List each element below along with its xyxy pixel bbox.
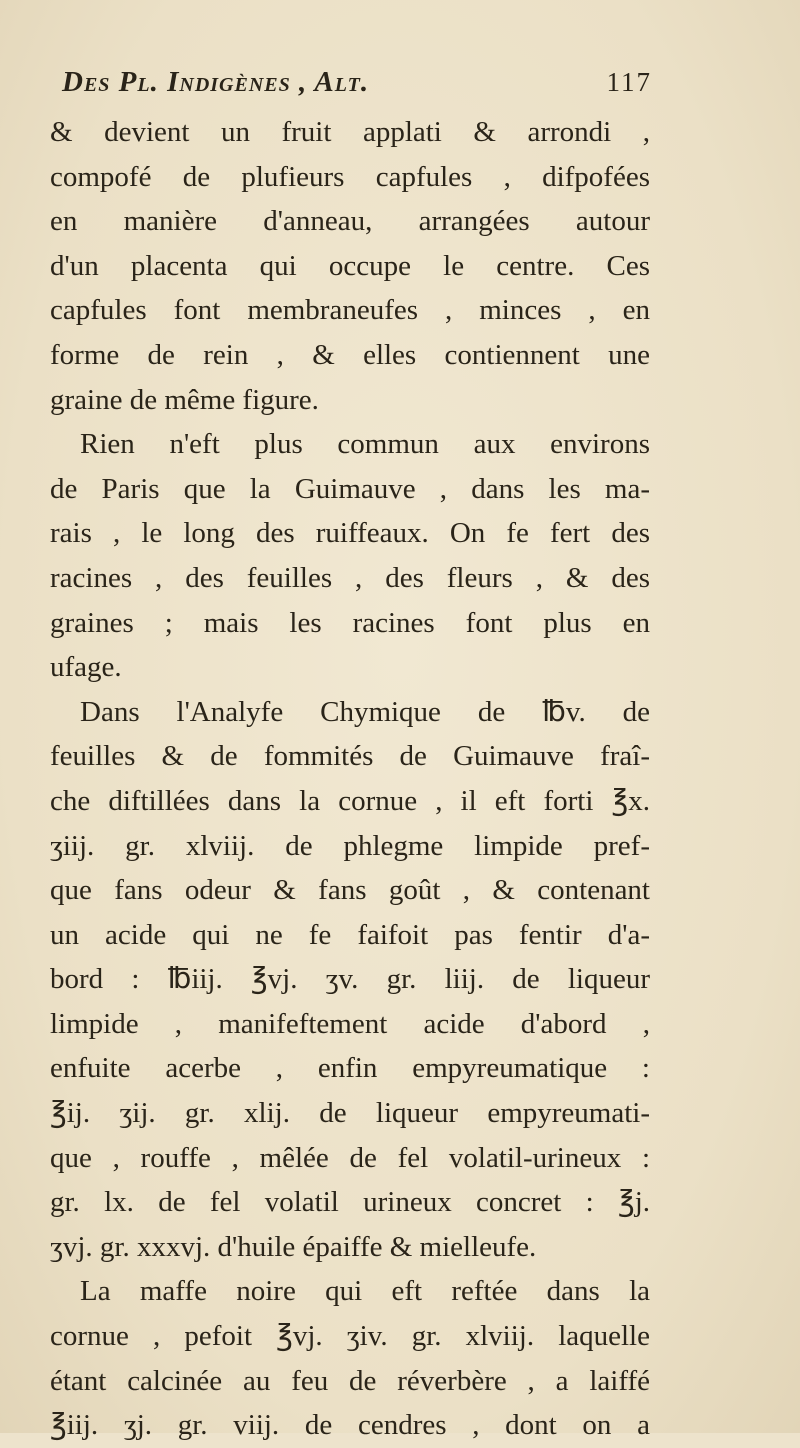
page-number: 117	[606, 67, 652, 97]
text-line: enfuite acerbe , enfin empyreumatique :	[50, 1052, 650, 1085]
text-line: que , rouffe , mêlée de fel volatil-urineux :	[50, 1141, 650, 1174]
text-line: graines ; mais les racines font plus en	[50, 606, 650, 639]
text-line: ℥ij. ʒij. gr. xlij. de liqueur empyreumati-	[50, 1097, 650, 1130]
running-head: Des Pl. Indigènes , Alt.	[62, 66, 370, 98]
text-line: étant calcinée au feu de réverbère , a laiffé	[50, 1364, 650, 1397]
text-line: Dans l'Analyfe Chymique de ℔v. de	[80, 695, 650, 728]
text-line: en manière d'anneau, arrangées autour	[50, 205, 650, 238]
body-text	[50, 110, 650, 1448]
text-line: rais , le long des ruiffeaux. On fe fert des	[50, 517, 650, 550]
text-line: capfules font membraneufes , minces , en	[50, 294, 650, 327]
text-line: ʒiij. gr. xlviij. de phlegme limpide pref-	[50, 829, 650, 862]
text-line: & devient un fruit applati & arrondi ,	[50, 116, 650, 148]
text-line: d'un placenta qui occupe le centre. Ces	[50, 249, 650, 282]
text-line: bord : ℔iij. ℥vj. ʒv. gr. liij. de liqueur	[50, 963, 650, 996]
text-line: un acide qui ne fe faifoit pas fentir d'a-	[50, 918, 650, 951]
text-line: limpide , manifeftement acide d'abord ,	[50, 1007, 650, 1040]
text-line: feuilles & de fommités de Guimauve fraî-	[50, 740, 650, 773]
text-line: que fans odeur & fans goût , & contenant	[50, 874, 650, 907]
text-line: ufage.	[50, 651, 122, 684]
text-line: forme de rein , & elles contiennent une	[50, 338, 650, 371]
text-line: de Paris que la Guimauve , dans les ma-	[50, 472, 650, 505]
page-header	[62, 66, 652, 110]
text-line: ℥iij. ʒj. gr. viij. de cendres , dont on a	[50, 1409, 650, 1442]
text-line: ʒvj. gr. xxxvj. d'huile épaiffe & mielleufe.	[50, 1230, 537, 1263]
text-line: gr. lx. de fel volatil urineux concret : ℥j.	[50, 1186, 650, 1219]
text-line: racines , des feuilles , des fleurs , & des	[50, 561, 650, 594]
text-line: Rien n'eft plus commun aux environs	[80, 428, 650, 461]
text-line: che diftillées dans la cornue , il eft forti ℥x.	[50, 784, 650, 817]
text-line: La maffe noire qui eft reftée dans la	[80, 1275, 650, 1308]
text-line: cornue , pefoit ℥vj. ʒiv. gr. xlviij. laquelle	[50, 1320, 650, 1353]
text-line: compofé de plufieurs capfules , difpofées	[50, 160, 650, 193]
text-line: graine de même figure.	[50, 383, 319, 416]
